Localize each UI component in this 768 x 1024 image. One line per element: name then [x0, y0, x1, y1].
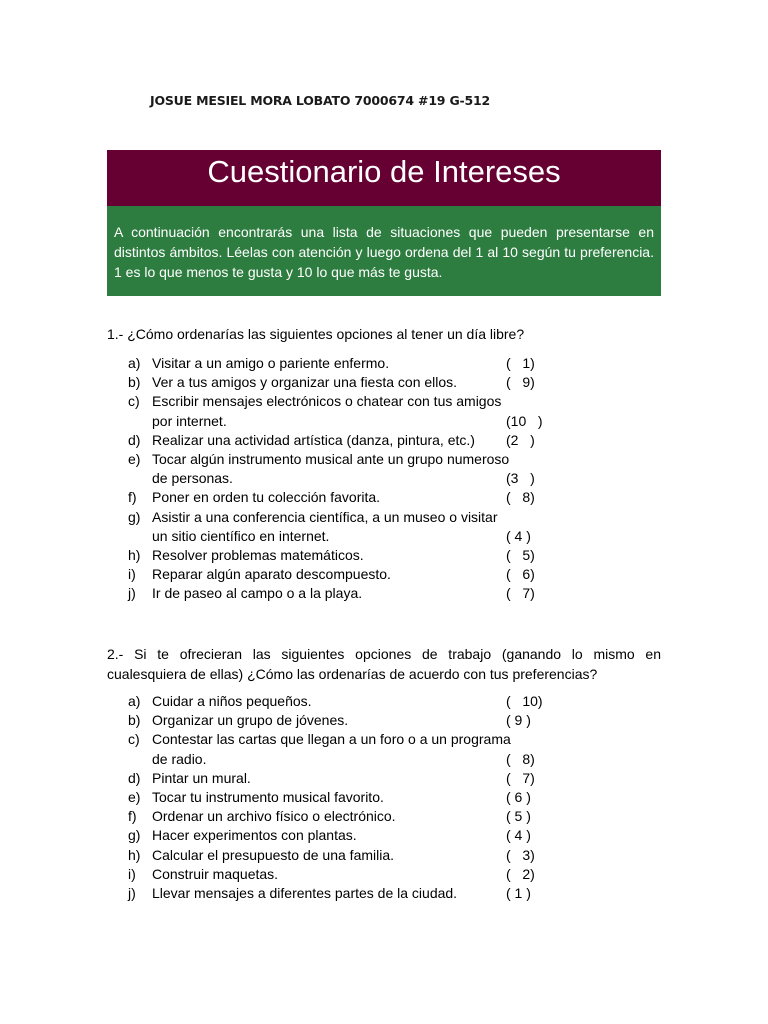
- option-2e: [128, 788, 588, 807]
- option-rank: ( 2): [506, 865, 535, 882]
- option-2c: [128, 730, 588, 768]
- option-2d: [128, 769, 588, 788]
- option-2g: [128, 826, 588, 845]
- option-letter: d): [128, 769, 141, 786]
- option-letter: h): [128, 547, 141, 564]
- option-letter: b): [128, 374, 141, 391]
- student-info: JOSUE MESIEL MORA LOBATO 7000674 #19 G-512: [150, 93, 491, 108]
- option-text: Reparar algún aparato descompuesto.: [152, 566, 391, 583]
- option-letter: b): [128, 712, 141, 729]
- option-letter: e): [128, 451, 141, 468]
- option-1i: [128, 565, 588, 584]
- option-letter: a): [128, 693, 141, 709]
- option-text: Calcular el presupuesto de una familia.: [152, 846, 395, 863]
- option-rank: ( 4 ): [506, 827, 531, 844]
- option-2b: [128, 711, 588, 730]
- option-rank: ( 1 ): [506, 885, 531, 902]
- option-letter: h): [128, 846, 141, 863]
- option-1c: [128, 392, 588, 430]
- option-letter: f): [128, 808, 137, 825]
- option-letter: g): [128, 508, 141, 525]
- question-1-prompt: 1.- ¿Cómo ordenarías las siguientes opciones al tener un día libre?: [107, 326, 525, 342]
- option-2f: [128, 807, 588, 826]
- option-text: Hacer experimentos con plantas.: [152, 827, 357, 844]
- option-1b: [128, 373, 588, 392]
- option-1e: [128, 450, 588, 488]
- option-rank: (10 ): [506, 412, 543, 429]
- option-rank: (3 ): [506, 470, 535, 487]
- option-rank: ( 8): [506, 489, 535, 506]
- page-title: Cuestionario de Intereses: [107, 150, 661, 206]
- option-text: Organizar un grupo de jóvenes.: [152, 712, 349, 729]
- question-2-prompt: 2.- Si te ofrecieran las siguientes opciones de trabajo (ganando lo mismo en cualesquiera de ellas) ¿Cómo las ordenarías de acuerdo con tus preferencias?: [107, 646, 661, 682]
- option-2a: [128, 692, 588, 711]
- option-text: Poner en orden tu colección favorita.: [152, 489, 381, 506]
- option-text: Ver a tus amigos y organizar una fiesta con ellos.: [152, 374, 458, 391]
- instructions-box: A continuación encontrarás una lista de situaciones que pueden presentarse en distintos ámbitos. Léelas con atención y luego ordena del 1 al 10 según tu preferencia. 1 es lo que menos te gusta y 10 lo que más te gusta.: [107, 206, 661, 296]
- option-text: Construir maquetas.: [152, 865, 279, 882]
- option-letter: e): [128, 789, 141, 806]
- option-letter: c): [128, 731, 140, 748]
- option-rank: ( 6 ): [506, 789, 531, 806]
- option-text: Pintar un mural.: [152, 769, 251, 786]
- option-1g: [128, 508, 588, 546]
- option-1a: [128, 354, 588, 373]
- option-letter: i): [128, 865, 136, 882]
- option-1f: [128, 488, 588, 507]
- option-rank: (2 ): [506, 431, 535, 448]
- option-text: Visitar a un amigo o pariente enfermo.: [152, 355, 390, 371]
- option-text: Tocar tu instrumento musical favorito.: [152, 789, 384, 806]
- option-rank: ( 3): [506, 846, 535, 863]
- option-text: Ordenar un archivo físico o electrónico.: [152, 808, 396, 825]
- option-text: Llevar mensajes a diferentes partes de la ciudad.: [152, 885, 458, 902]
- option-letter: i): [128, 566, 136, 583]
- option-rank: ( 10): [506, 693, 543, 709]
- option-rank: ( 1): [506, 355, 535, 371]
- option-rank: ( 7): [506, 585, 535, 602]
- option-rank: ( 8): [506, 750, 535, 767]
- option-rank: ( 9 ): [506, 712, 531, 729]
- option-text: Asistir a una conferencia científica, a un museo o visitar un sitio científico en internet.: [152, 508, 498, 544]
- option-text: Realizar una actividad artística (danza, pintura, etc.): [152, 431, 475, 448]
- option-2i: [128, 865, 588, 884]
- option-1j: [128, 584, 588, 603]
- option-letter: c): [128, 393, 140, 410]
- option-rank: ( 5): [506, 547, 535, 564]
- question-1-options: [128, 354, 588, 604]
- option-letter: a): [128, 355, 141, 371]
- option-letter: f): [128, 489, 137, 506]
- option-text: Escribir mensajes electrónicos o chatear con tus amigos por internet.: [152, 393, 502, 429]
- option-text: Tocar algún instrumento musical ante un grupo numeroso de personas.: [152, 451, 510, 487]
- option-text: Contestar las cartas que llegan a un foro o a un programa de radio.: [152, 731, 511, 767]
- option-1h: [128, 546, 588, 565]
- option-rank: ( 4 ): [506, 527, 531, 544]
- option-letter: j): [128, 885, 136, 902]
- option-letter: d): [128, 431, 141, 448]
- option-2h: [128, 846, 588, 865]
- option-rank: ( 6): [506, 566, 535, 583]
- option-2j: [128, 884, 588, 903]
- option-text: Ir de paseo al campo o a la playa.: [152, 585, 363, 602]
- option-letter: g): [128, 827, 141, 844]
- question-2-options: [128, 692, 588, 903]
- option-text: Resolver problemas matemáticos.: [152, 547, 364, 564]
- option-rank: ( 7): [506, 769, 535, 786]
- option-rank: ( 9): [506, 374, 535, 391]
- option-1d: [128, 431, 588, 450]
- option-letter: j): [128, 585, 136, 602]
- option-rank: ( 5 ): [506, 808, 531, 825]
- option-text: Cuidar a niños pequeños.: [152, 693, 312, 709]
